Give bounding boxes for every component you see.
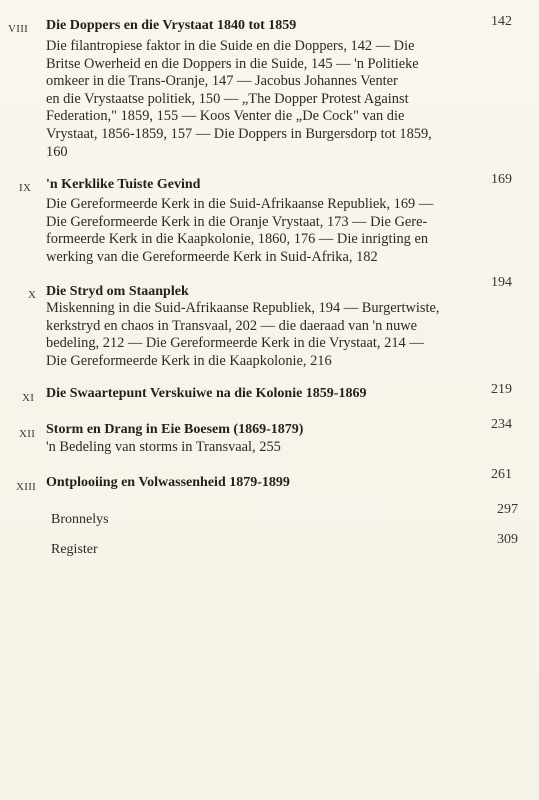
description-line: kerkstryd en chaos in Transvaal, 202 — die daeraad van 'n nuwe (46, 317, 418, 334)
chapter-description (46, 300, 512, 370)
chapter-page-number: 234 (491, 417, 512, 432)
chapter-title: Ontplooiing en Volwassenheid 1879-1899 (46, 475, 290, 490)
description-line: bedeling, 212 — Die Gereformeerde Kerk in die Vrystaat, 214 — (46, 335, 424, 352)
chapter-title: Die Doppers en die Vrystaat 1840 tot 1859 (46, 18, 297, 33)
chapter-number: XIII (16, 481, 37, 493)
chapter-page-number: 261 (491, 467, 512, 482)
chapter-title: Storm en Drang in Eie Boesem (1869-1879) (46, 422, 304, 437)
chapter-page-number: 194 (491, 275, 512, 290)
chapter-page-number: 169 (491, 172, 512, 187)
description-line: en die Vrystaatse politiek, 150 — „The Dopper Protest Against (46, 90, 409, 107)
description-line: Federation," 1859, 155 — Koos Venter die „De Cock" van die (46, 108, 405, 125)
description-line: Die filantropiese faktor in die Suide en die Doppers, 142 — Die (46, 38, 415, 54)
chapter-title: Die Stryd om Staanplek (46, 284, 189, 299)
chapter-description (46, 38, 512, 161)
chapter-title: 'n Kerklike Tuiste Gevind (46, 177, 201, 192)
description-line: werking van die Gereformeerde Kerk in Suid-Afrika, 182 (46, 248, 378, 265)
chapter-number: XII (19, 428, 36, 440)
chapter-page-number: 142 (491, 14, 512, 29)
description-line: formeerde Kerk in die Kaapkolonie, 1860, 176 — Die inrigting en (46, 231, 429, 248)
description-line: Die Gereformeerde Kerk in die Kaapkolonie, 216 (46, 352, 332, 369)
description-line: Miskenning in die Suid-Afrikaanse Republiek, 194 — Burgertwiste, (46, 300, 440, 316)
back-matter-page-number: 297 (497, 502, 518, 517)
description-line: Vrystaat, 1856-1859, 157 — Die Doppers in Burgersdorp tot 1859, (46, 125, 432, 142)
chapter-page-number: 219 (491, 382, 512, 397)
description-line: Britse Owerheid en die Doppers in die Suide, 145 — 'n Politieke (46, 55, 419, 72)
chapter-description (46, 196, 512, 266)
description-line: omkeer in die Trans-Oranje, 147 — Jacobus Johannes Venter (46, 73, 398, 90)
chapter-number: IX (19, 182, 32, 194)
description-line: Die Gereformeerde Kerk in die Oranje Vrystaat, 173 — Die Gere- (46, 213, 428, 230)
back-matter-label: Bronnelys (51, 512, 109, 527)
chapter-title: Die Swaartepunt Verskuiwe na die Kolonie 1859-1869 (46, 386, 367, 401)
chapter-description (46, 439, 512, 457)
description-line: Die Gereformeerde Kerk in die Suid-Afrikaanse Republiek, 169 — (46, 196, 434, 212)
description-line: 'n Bedeling van storms in Transvaal, 255 (46, 439, 281, 455)
description-line: 160 (46, 143, 68, 160)
chapter-number: X (28, 289, 37, 301)
chapter-number: XI (22, 392, 35, 404)
back-matter-page-number: 309 (497, 532, 518, 547)
chapter-number: VIII (8, 23, 29, 35)
back-matter-label: Register (51, 542, 98, 557)
